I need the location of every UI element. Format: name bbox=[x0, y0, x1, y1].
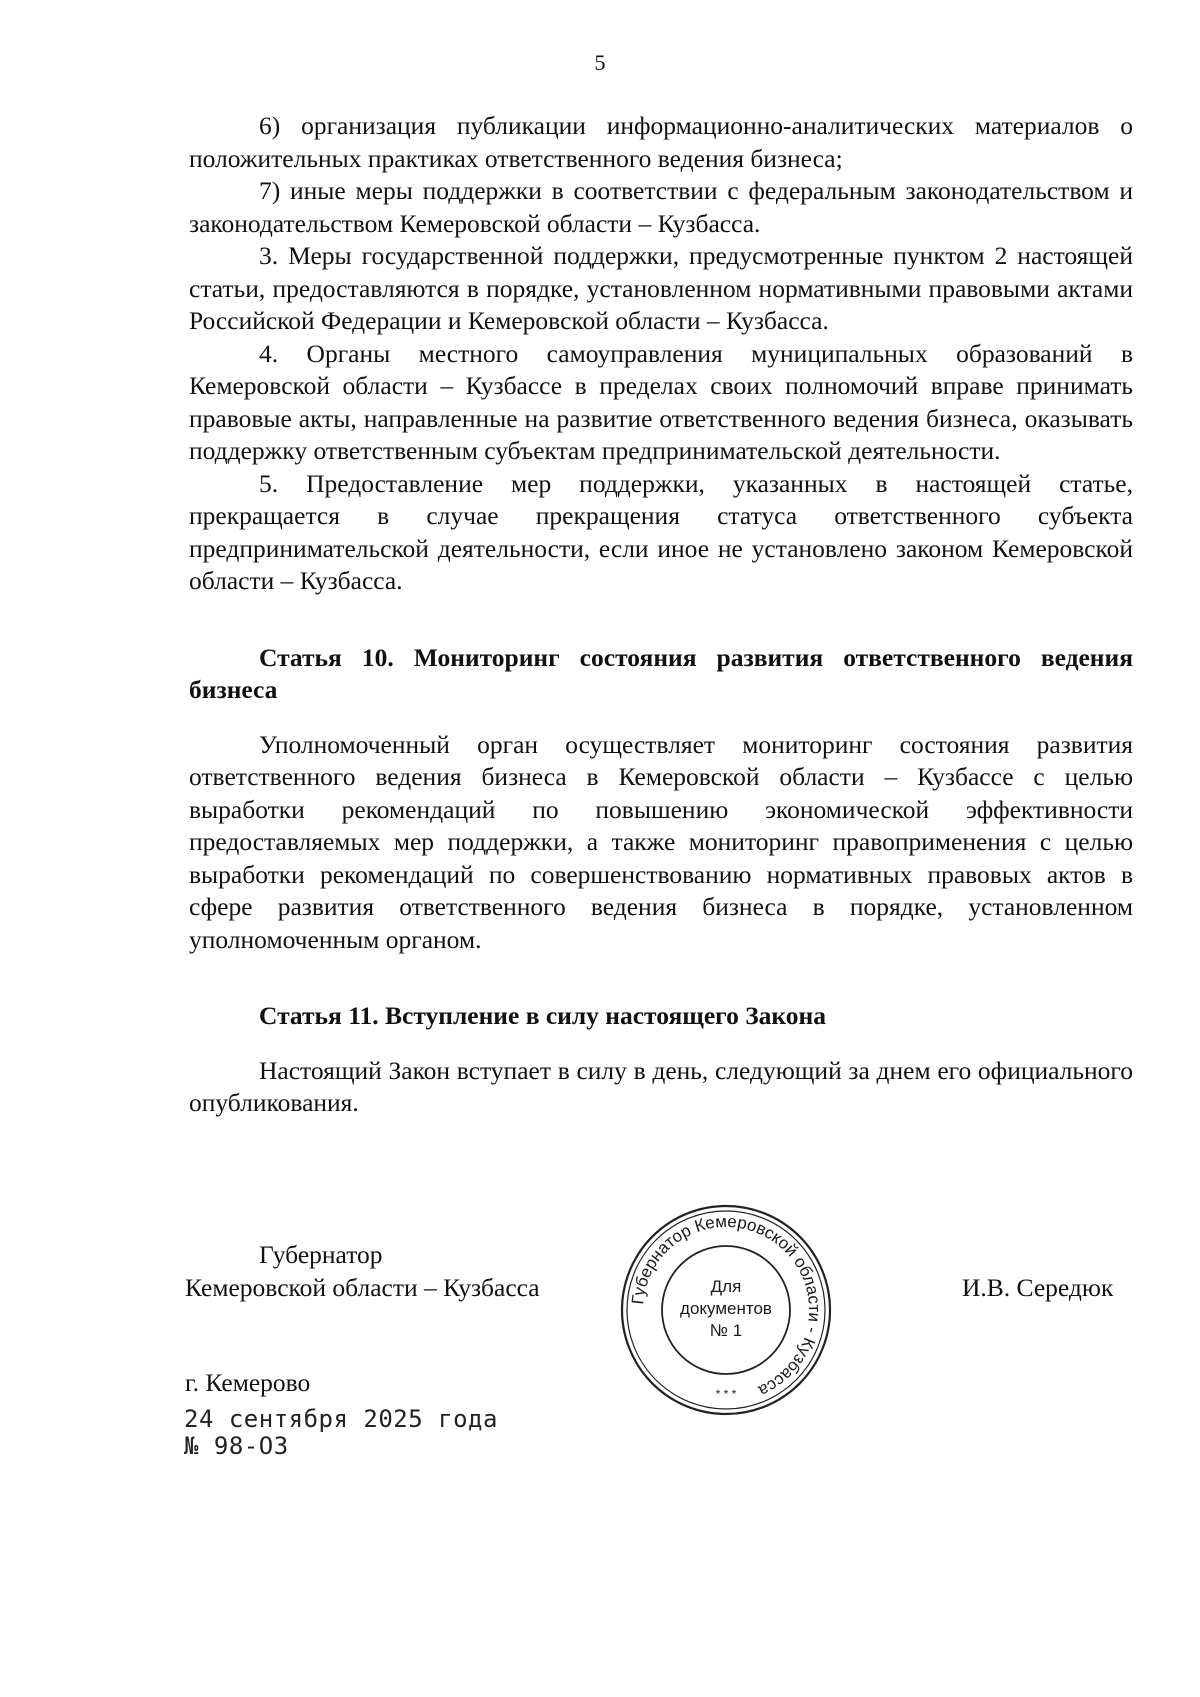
place: г. Кемерово bbox=[185, 1368, 311, 1397]
paragraph-part-5: 5. Предоставление мер поддержки, указанных в настоящей статье, прекращается в случае прекращения статуса ответственного субъекта предпринимательской деятельности, если иное не установлено законом Кемеровской области – Кузбасса. bbox=[189, 468, 1133, 595]
document-date: 24 сентября 2025 года bbox=[184, 1405, 498, 1433]
paragraph-item-6: 6) организация публикации информационно-аналитических материалов о положительных практиках ответственного ведения бизнеса; bbox=[189, 111, 1133, 173]
paragraph-part-4: 4. Органы местного самоуправления муниципальных образований в Кемеровской области – Кузбассе в пределах своих полномочий вправе принимать правовые акты, направленные на развитие ответственного ведения бизнеса, оказывать поддержку ответственным субъектам предпринимательской деятельности. bbox=[189, 338, 1133, 465]
paragraph-part-3: 3. Меры государственной поддержки, предусмотренные пунктом 2 настоящей статьи, предоставляются в порядке, установленном нормативными правовыми актами Российской Федерации и Кемеровской области – Кузбасса. bbox=[189, 241, 1133, 335]
article-10-heading: Статья 10. Мониторинг состояния развития ответственного ведения бизнеса bbox=[189, 642, 1133, 704]
signature-region: Кемеровской области – Кузбасса bbox=[185, 1273, 540, 1302]
seal-line-1: Для bbox=[710, 1277, 742, 1296]
signature-name: И.В. Середюк bbox=[962, 1273, 1114, 1302]
article-10-text: Уполномоченный орган осуществляет мониторинг состояния развития ответственного ведения бизнеса в Кемеровской области – Кузбассе с целью выработки рекомендаций по повышению экономической эффективности предоставляемых мер поддержки, а также мониторинг правоприменения с целью выработки рекомендаций по совершенствованию нормативных правовых актов в сфере развития ответственного ведения бизнеса в порядке, установленном уполномоченным органом. bbox=[189, 729, 1133, 954]
document-number: № 98-ОЗ bbox=[184, 1432, 289, 1460]
seal-line-2: документов bbox=[680, 1299, 772, 1318]
document-body bbox=[189, 110, 1133, 1120]
article-11-heading: Статья 11. Вступление в силу настоящего Закона bbox=[259, 1001, 826, 1030]
seal-ring-text: Губернатор Кемеровской области - Кузбасса bbox=[628, 1211, 825, 1401]
seal-stars: * * * bbox=[715, 1387, 737, 1401]
official-seal bbox=[616, 1200, 836, 1420]
seal-line-3: № 1 bbox=[709, 1321, 743, 1340]
paragraph-item-7: 7) иные меры поддержки в соответствии с федеральным законодательством и законодательством Кемеровской области – Кузбасса. bbox=[189, 176, 1133, 238]
signature-title: Губернатор bbox=[259, 1240, 383, 1269]
article-11-text: Настоящий Закон вступает в силу в день, следующий за днем его официального опубликования. bbox=[189, 1055, 1133, 1117]
page-number: 5 bbox=[594, 50, 606, 75]
